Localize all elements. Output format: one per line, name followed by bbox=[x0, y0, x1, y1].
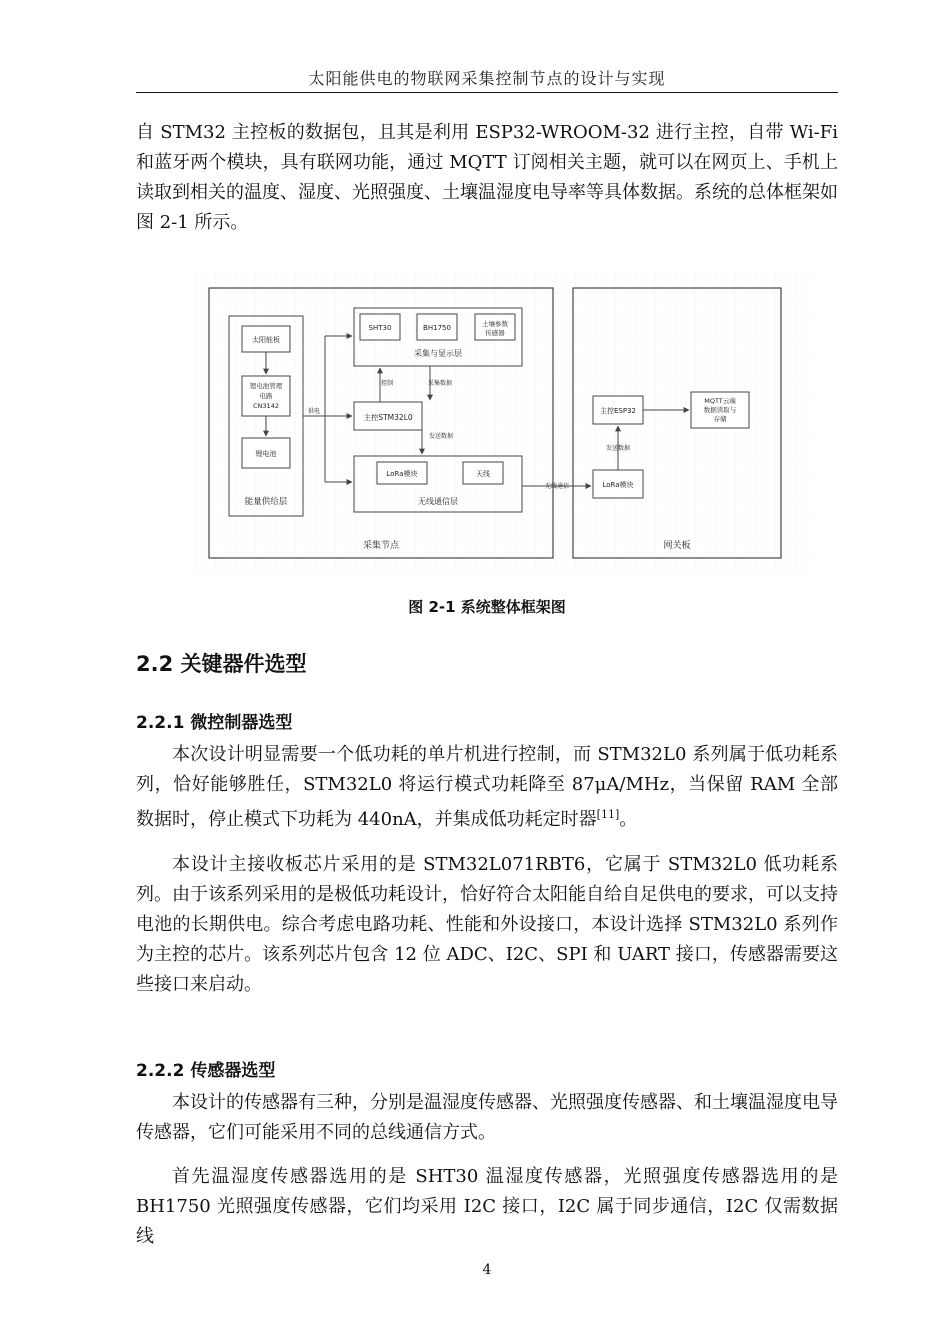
paragraph-mcu-2: 本设计主接收板芯片采用的是 STM32L071RBT6，它属于 STM32L0 低功耗系列。由于该系列采用的是极低功耗设计，恰好符合太阳能自给自足供电的要求，可以支持电池的长期供电。综合考虑电路功耗、性能和外设接口，本设计选择 STM32L0 系列作为主控的芯片。该系列芯片包含 12 位 ADC、I2C、SPI 和 UART 接口，传感器需要这些接口来启动。 bbox=[136, 854, 838, 995]
collector-node-label: 采集节点 bbox=[362, 541, 400, 551]
section-heading-2-2-2: 2.2.2 传感器选型 bbox=[136, 1061, 276, 1081]
battery-mgmt-label-2: 电路 bbox=[259, 392, 273, 400]
intro-paragraph: 自 STM32 主控板的数据包，且其是利用 ESP32-WROOM-32 进行主控，自带 Wi-Fi 和蓝牙两个模块，具有联网功能，通过 MQTT 订阅相关主题，就可以在网页上、手机上读取到相关的温度、湿度、光照强度、土壤温湿度电导率等具体数据。系统的总体框架如图 2-1 所示。 bbox=[136, 122, 838, 233]
bh1750-label: BH1750 bbox=[423, 324, 451, 332]
battery-mgmt-label-3: CN3142 bbox=[253, 402, 279, 410]
battery-label: 锂电池 bbox=[255, 450, 277, 458]
energy-layer-label: 能量供给层 bbox=[244, 497, 288, 507]
wireless-comm-label: 无线通信 bbox=[544, 483, 570, 490]
control-label: 控制 bbox=[380, 380, 394, 387]
paragraph-mcu-1 bbox=[136, 740, 838, 835]
running-header: 太阳能供电的物联网采集控制节点的设计与实现 bbox=[308, 69, 666, 88]
gateway-lora-label: LoRa模块 bbox=[602, 481, 634, 489]
mcu-label: 主控STM32L0 bbox=[363, 413, 413, 422]
acquisition-layer-label: 采集与显示层 bbox=[414, 349, 462, 358]
power-label: 供电 bbox=[307, 408, 321, 415]
section-heading-2-2-1: 2.2.1 微控制器选型 bbox=[136, 713, 293, 733]
collect-data-label: 采集数据 bbox=[427, 380, 453, 387]
system-framework-diagram bbox=[195, 272, 812, 574]
solar-panel-label: 太阳能板 bbox=[252, 336, 280, 344]
soil-sensor-label-2: 传感器 bbox=[485, 329, 505, 337]
mqtt-label-3: 存储 bbox=[713, 415, 727, 423]
gateway-send-label: 发送数据 bbox=[605, 445, 631, 452]
figure-caption: 图 2-1 系统整体框架图 bbox=[408, 598, 566, 616]
battery-mgmt-label-1: 锂电池管理 bbox=[249, 382, 283, 390]
paragraph-sensor-2: 首先温湿度传感器选用的是 SHT30 温湿度传感器，光照强度传感器选用的是 BH1750 光照强度传感器，它们均采用 I2C 接口，I2C 属于同步通信，I2C 仅需数据线 bbox=[136, 1166, 838, 1247]
gateway-label: 网关板 bbox=[663, 541, 691, 551]
antenna-label: 天线 bbox=[476, 470, 490, 478]
send-data-label: 发送数据 bbox=[428, 433, 454, 440]
mqtt-label-1: MQTT云端 bbox=[704, 397, 736, 405]
paragraph-mcu-1-text: 本次设计明显需要一个低功耗的单片机进行控制，而 STM32L0 系列属于低功耗系列，恰好能够胜任，STM32L0 将运行模式功耗降至 87μA/MHz，当保留 RAM 全部数据时，停止模式下功耗为 440nA，并集成低功耗定时器 bbox=[136, 744, 838, 830]
header-rule bbox=[136, 92, 838, 93]
paragraph-mcu-1-end: 。 bbox=[619, 809, 638, 830]
lora-module-label: LoRa模块 bbox=[386, 470, 418, 478]
wireless-layer-label: 无线通信层 bbox=[418, 497, 458, 506]
citation-ref: [11] bbox=[596, 808, 620, 821]
sht30-label: SHT30 bbox=[368, 324, 392, 332]
soil-sensor-label-1: 土壤参数 bbox=[482, 320, 508, 328]
section-heading-2-2: 2.2 关键器件选型 bbox=[136, 652, 307, 676]
esp32-label: 主控ESP32 bbox=[600, 407, 636, 415]
page-number: 4 bbox=[482, 1262, 492, 1278]
mqtt-label-2: 数据读取与 bbox=[703, 406, 737, 414]
paragraph-sensor-1: 本设计的传感器有三种，分别是温湿度传感器、光照强度传感器、和土壤温湿度电导传感器，它们可能采用不同的总线通信方式。 bbox=[136, 1092, 838, 1143]
